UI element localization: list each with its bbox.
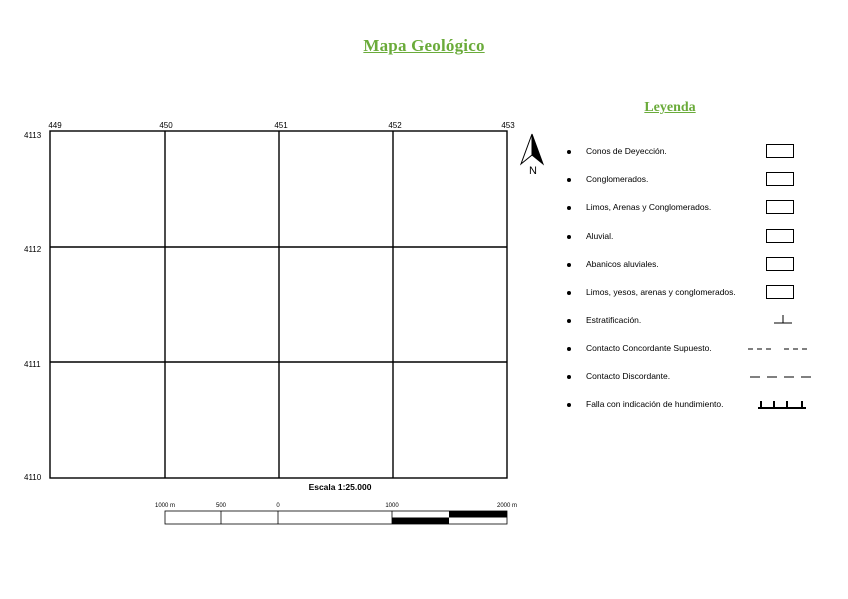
scale-bar-label: 0 <box>276 503 280 509</box>
scale-bar-label: 2000 m <box>496 503 518 509</box>
legend-item <box>562 339 822 361</box>
legend-item-label: Limos, Arenas y Conglomerados. <box>586 202 712 212</box>
map-grid <box>50 131 507 478</box>
legend-item-label: Conglomerados. <box>586 174 649 184</box>
grid-x-label: 453 <box>501 121 515 130</box>
legend-item-label: Contacto Concordante Supuesto. <box>586 343 712 353</box>
legend-item-label: Estratificación. <box>586 315 642 325</box>
grid-x-label: 451 <box>274 121 288 130</box>
legend-item <box>562 142 822 164</box>
legend-item <box>562 255 822 277</box>
legend-item-label: Falla con indicación de hundimiento. <box>586 399 724 409</box>
legend-item <box>562 198 822 220</box>
bullet-icon <box>567 403 571 407</box>
bullet-icon <box>567 178 571 182</box>
legend-swatch <box>766 285 794 299</box>
grid-y-label: 4112 <box>24 245 42 254</box>
map-title: Mapa Geológico <box>363 36 485 55</box>
legend-item-label: Abanicos aluviales. <box>586 259 659 269</box>
legend-swatch <box>766 144 794 158</box>
legend-item <box>562 311 822 333</box>
bullet-icon <box>567 235 571 239</box>
bullet-icon <box>567 347 571 351</box>
legend-item <box>562 170 822 192</box>
legend-item-label: Limos, yesos, arenas y conglomerados. <box>586 287 736 297</box>
grid-y-label: 4110 <box>24 473 42 482</box>
fault-ticks-icon <box>746 395 816 415</box>
legend-item-label: Aluvial. <box>586 231 614 241</box>
scale-bar <box>165 511 507 524</box>
bullet-icon <box>567 263 571 267</box>
bullet-icon <box>567 291 571 295</box>
legend-swatch <box>766 257 794 271</box>
bullet-icon <box>567 375 571 379</box>
legend-item <box>562 367 822 389</box>
bullet-icon <box>567 319 571 323</box>
legend-item <box>562 227 822 249</box>
bullet-icon <box>567 206 571 210</box>
strike-dip-icon <box>746 311 816 331</box>
scale-text: Escala 1:25.000 <box>308 482 372 492</box>
legend-swatch <box>766 172 794 186</box>
scale-bar-label: 500 <box>215 503 227 509</box>
north-arrow-icon <box>521 134 543 164</box>
long-dash-line-icon <box>746 367 816 387</box>
legend-item <box>562 395 822 417</box>
scale-bar-label: 1000 <box>385 503 399 509</box>
scale-bar-label: 1000 m <box>154 503 176 509</box>
legend-swatch <box>766 200 794 214</box>
legend-swatch <box>766 229 794 243</box>
north-label: N <box>529 165 537 177</box>
grid-y-label: 4111 <box>24 360 41 369</box>
legend-item <box>562 283 822 305</box>
legend-item-label: Contacto Discordante. <box>586 371 671 381</box>
grid-y-label: 4113 <box>24 131 42 140</box>
grid-x-label: 450 <box>159 121 173 130</box>
legend-title: Leyenda <box>644 100 696 115</box>
grid-x-label: 449 <box>48 121 62 130</box>
grid-x-label: 452 <box>388 121 402 130</box>
legend-item-label: Conos de Deyección. <box>586 146 667 156</box>
dashed-line-icon <box>746 339 816 359</box>
bullet-icon <box>567 150 571 154</box>
